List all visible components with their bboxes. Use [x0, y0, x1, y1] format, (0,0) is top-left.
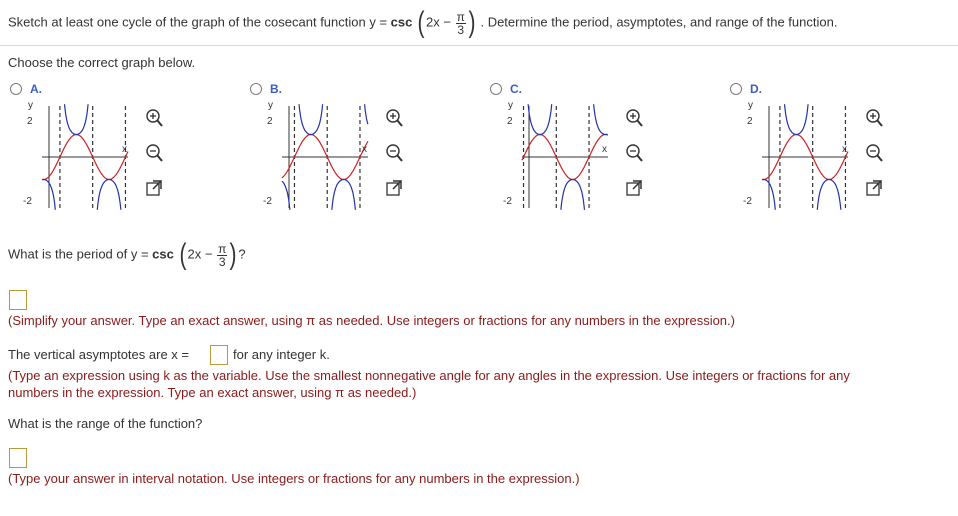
x-axis-label: x [362, 144, 367, 155]
cosecant-branch [594, 104, 608, 134]
option-letter: B. [270, 82, 282, 96]
period-question: What is the period of y = csc ( 2x − $\frac{\pi}{3}$ ) ? [8, 238, 246, 271]
y-top-label: 2 [747, 116, 753, 127]
y-axis-label: y [748, 100, 753, 111]
y-top-label: 2 [27, 116, 33, 127]
expand-icon[interactable] [864, 178, 884, 198]
question-prefix: Sketch at least one cycle of the graph of the cosecant function y = [8, 14, 388, 30]
cosecant-branch [365, 104, 368, 124]
cosecant-branch [528, 104, 552, 134]
zoom-out-icon[interactable] [384, 143, 404, 163]
cosecant-branch [332, 180, 356, 210]
asymptote-hint-line1: (Type an expression using k as the variable. Use the smallest nonnegative angle for any angles in the expression. Use integers or fractions for any [8, 368, 850, 383]
question-func: csc [390, 14, 413, 30]
x-axis-label: x [122, 144, 127, 155]
question-text [8, 6, 838, 39]
left-paren: ( [417, 6, 425, 39]
y-axis-label: y [268, 100, 273, 111]
cosecant-branch [299, 104, 323, 134]
option-radio[interactable] [10, 83, 22, 95]
question-fraction: $\frac{\pi}{3}$ [456, 9, 465, 37]
right-paren: ) [468, 6, 476, 39]
period-answer-input[interactable] [9, 290, 27, 310]
y-axis-label: y [28, 100, 33, 111]
graph-plot [24, 102, 134, 212]
question-arg: 2x − [426, 14, 451, 30]
zoom-in-icon[interactable] [144, 108, 164, 128]
graph-plot [504, 102, 614, 212]
cosecant-branch [97, 180, 121, 210]
asymptote-question: The vertical asymptotes are x = [8, 347, 189, 362]
cosecant-branch [785, 104, 809, 134]
cosecant-branch [65, 104, 89, 134]
option-letter: A. [30, 82, 42, 96]
y-bottom-label: -2 [263, 196, 272, 207]
y-top-label: 2 [267, 116, 273, 127]
option-c[interactable] [480, 78, 718, 218]
option-radio[interactable] [730, 83, 742, 95]
option-radio[interactable] [490, 83, 502, 95]
asymptote-answer-input[interactable] [210, 345, 228, 365]
expand-icon[interactable] [624, 178, 644, 198]
expand-icon[interactable] [144, 178, 164, 198]
zoom-in-icon[interactable] [384, 108, 404, 128]
y-top-label: 2 [507, 116, 513, 127]
y-axis-label: y [508, 100, 513, 111]
option-d[interactable] [720, 78, 958, 218]
zoom-in-icon[interactable] [624, 108, 644, 128]
range-hint: (Type your answer in interval notation. Use integers or fractions for any numbers in the expression.) [8, 471, 580, 486]
y-bottom-label: -2 [743, 196, 752, 207]
option-b[interactable] [240, 78, 478, 218]
cosecant-branch [561, 180, 585, 210]
range-answer-input[interactable] [9, 448, 27, 468]
asymptote-suffix: for any integer k. [233, 347, 330, 362]
zoom-out-icon[interactable] [624, 143, 644, 163]
expand-icon[interactable] [384, 178, 404, 198]
range-question: What is the range of the function? [8, 416, 203, 431]
period-hint: (Simplify your answer. Type an exact answer, using π as needed. Use integers or fractions for any numbers in the expression.) [8, 313, 735, 328]
graph-plot [264, 102, 374, 212]
choose-label: Choose the correct graph below. [8, 55, 196, 70]
x-axis-label: x [602, 144, 607, 155]
x-axis-label: x [842, 144, 847, 155]
divider [0, 45, 958, 46]
option-radio[interactable] [250, 83, 262, 95]
cosecant-branch [817, 180, 841, 210]
option-a[interactable] [0, 78, 238, 218]
zoom-out-icon[interactable] [144, 143, 164, 163]
option-letter: D. [750, 82, 762, 96]
y-bottom-label: -2 [503, 196, 512, 207]
zoom-in-icon[interactable] [864, 108, 884, 128]
option-letter: C. [510, 82, 522, 96]
zoom-out-icon[interactable] [864, 143, 884, 163]
question-suffix: . Determine the period, asymptotes, and range of the function. [480, 14, 838, 30]
asymptote-hint-line2: numbers in the expression. Type an exact answer, using π as needed.) [8, 385, 417, 400]
graph-plot [744, 102, 854, 212]
y-bottom-label: -2 [23, 196, 32, 207]
